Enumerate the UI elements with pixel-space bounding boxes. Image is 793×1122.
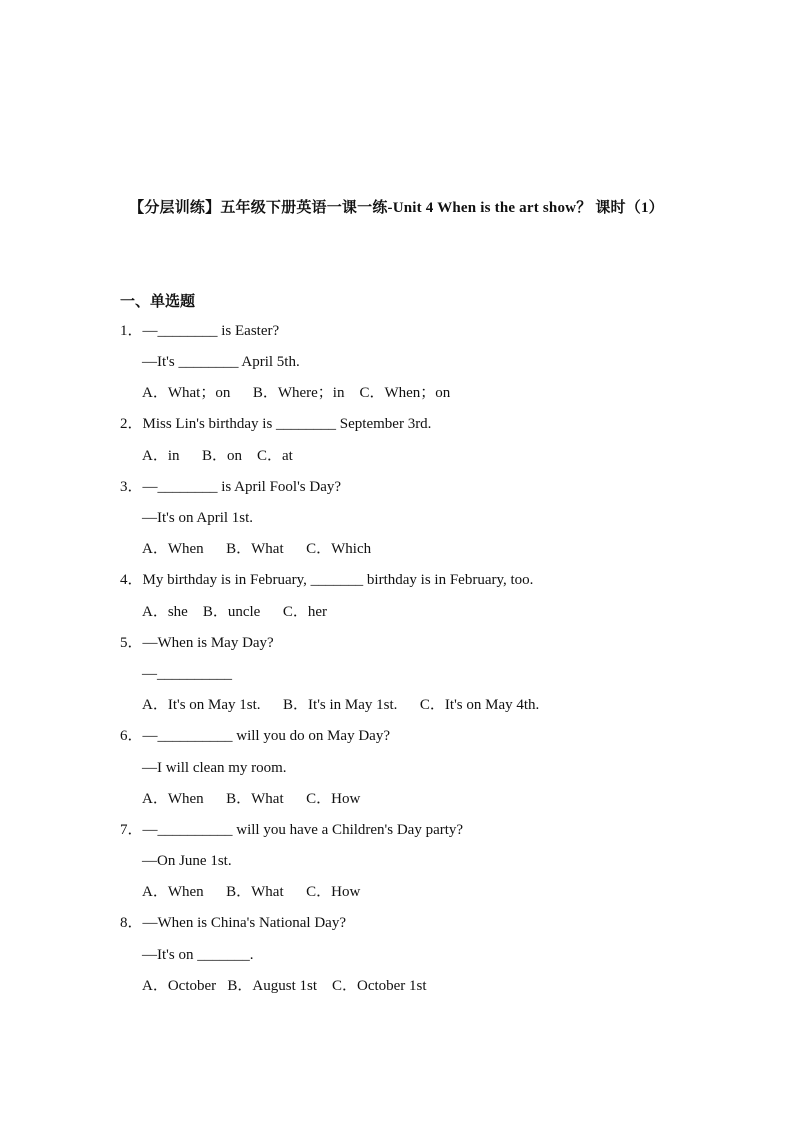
question-2-options: A．in B．on C．at <box>142 448 293 464</box>
question-3-stem: 3．—________ is April Fool's Day? <box>120 479 342 495</box>
question-4-options: A．she B．uncle C．her <box>142 604 327 620</box>
question-6-options: A．When B．What C．How <box>142 791 361 807</box>
question-1-options: A．What；on B．Where；in C．When；on <box>142 385 451 401</box>
question-5-answer-line: —__________ <box>142 666 232 682</box>
question-3-options: A．When B．What C．Which <box>142 541 372 557</box>
question-3-answer-line: —It's on April 1st. <box>142 510 254 526</box>
question-1-stem: 1．—________ is Easter? <box>120 323 280 339</box>
question-7-answer-line: —On June 1st. <box>142 853 232 869</box>
worksheet-title: 【分层训练】五年级下册英语一课一练-Unit 4 When is the art show？ 课时（1） <box>129 200 664 216</box>
question-6-stem: 6．—__________ will you do on May Day? <box>120 728 390 744</box>
question-7-stem: 7．—__________ will you have a Children's Day party? <box>120 822 464 838</box>
question-5-options: A．It's on May 1st. B．It's in May 1st. C．It's on May 4th. <box>142 697 540 713</box>
question-8-answer-line: —It's on _______. <box>142 947 254 963</box>
question-2-stem: 2．Miss Lin's birthday is ________ September 3rd. <box>120 416 432 432</box>
question-7-options: A．When B．What C．How <box>142 884 361 900</box>
question-1-answer-line: —It's ________ April 5th. <box>142 354 300 370</box>
question-8-options: A．October B．August 1st C．October 1st <box>142 978 427 994</box>
question-4-stem: 4．My birthday is in February, _______ birthday is in February, too. <box>120 572 534 588</box>
section-heading: 一、单选题 <box>120 294 196 310</box>
question-8-stem: 8．—When is China's National Day? <box>120 915 346 931</box>
question-6-answer-line: —I will clean my room. <box>142 760 287 776</box>
question-5-stem: 5．—When is May Day? <box>120 635 274 651</box>
